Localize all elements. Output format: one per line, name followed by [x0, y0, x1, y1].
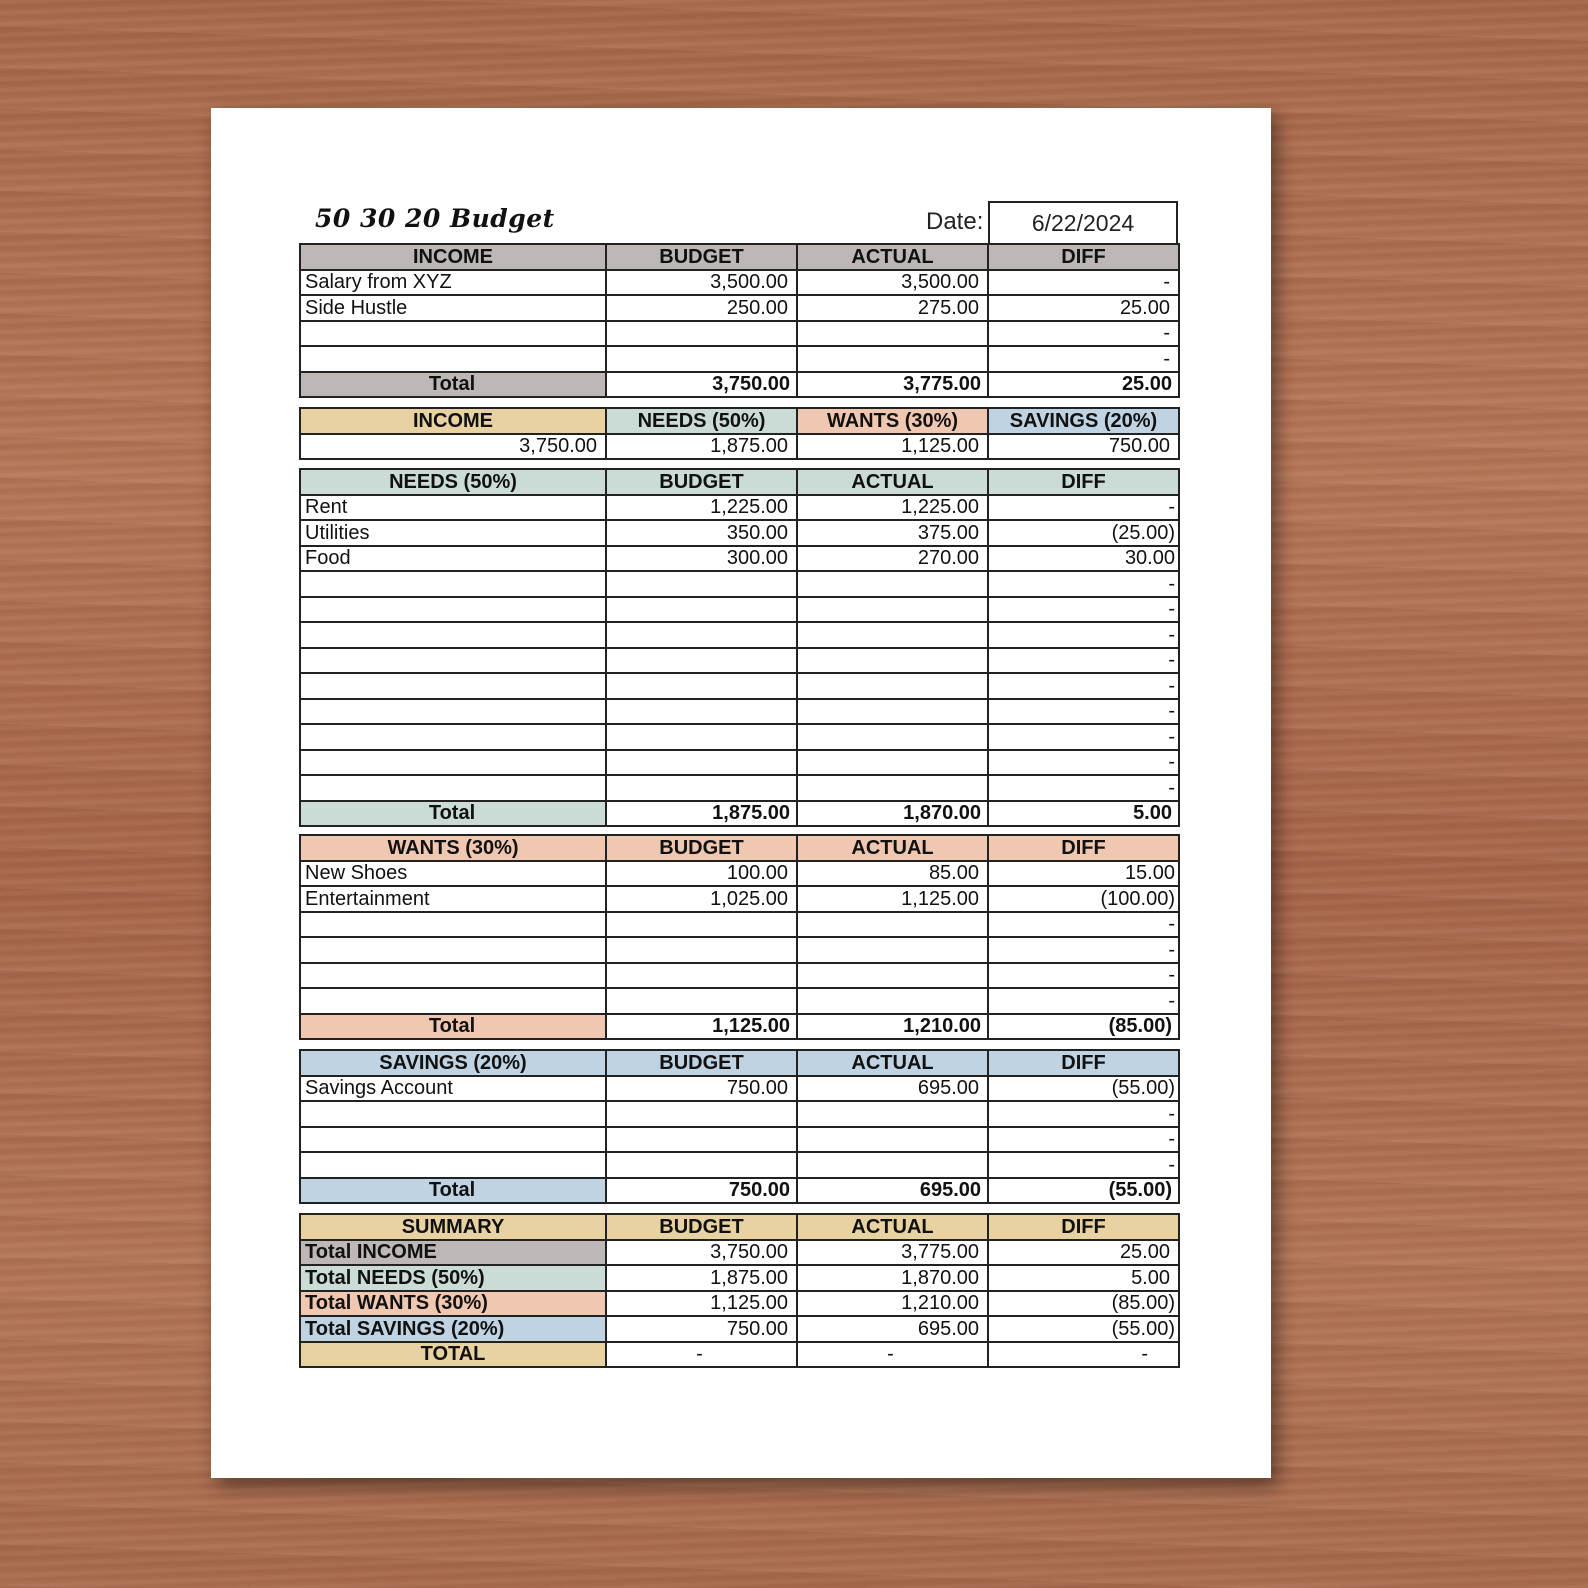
summary-header-label: SUMMARY	[300, 1214, 606, 1240]
savings-header-budget: BUDGET	[606, 1050, 797, 1076]
allocation-header-needs: NEEDS (50%)	[606, 408, 797, 434]
needs-diff-cell: -	[988, 750, 1179, 776]
needs-label-cell[interactable]	[300, 775, 606, 801]
needs-diff-cell: -	[988, 775, 1179, 801]
income-header-actual: ACTUAL	[797, 244, 988, 270]
savings-actual-cell[interactable]	[797, 1152, 988, 1178]
needs-diff-cell: -	[988, 724, 1179, 750]
savings-budget-cell[interactable]	[606, 1127, 797, 1153]
needs-diff-cell: -	[988, 622, 1179, 648]
summary-total-label: TOTAL	[300, 1342, 606, 1368]
allocation-header-income: INCOME	[300, 408, 606, 434]
wants-diff-cell: (100.00)	[988, 886, 1179, 912]
allocation-table	[299, 407, 1180, 460]
needs-budget-cell[interactable]	[606, 775, 797, 801]
needs-header-row	[300, 469, 1179, 495]
wants-actual-cell[interactable]	[797, 988, 988, 1014]
allocation-savings-value: 750.00	[988, 434, 1179, 460]
page-title: 50 30 20 Budget	[315, 204, 555, 233]
table-row	[300, 1316, 1179, 1342]
needs-label-cell[interactable]: Rent	[300, 495, 606, 521]
wants-diff-cell: 15.00	[988, 861, 1179, 887]
needs-actual-cell[interactable]	[797, 750, 988, 776]
date-field[interactable]: 6/22/2024	[988, 201, 1178, 245]
needs-label-cell[interactable]	[300, 699, 606, 725]
summary-total-row	[300, 1342, 1179, 1368]
needs-label-cell[interactable]: Utilities	[300, 520, 606, 546]
needs-budget-cell[interactable]	[606, 597, 797, 623]
table-row	[300, 321, 1179, 347]
wants-total-label: Total	[300, 1014, 606, 1040]
wants-header-diff: DIFF	[988, 835, 1179, 861]
summary-budget-cell: 750.00	[606, 1316, 797, 1342]
needs-header-label: NEEDS (50%)	[300, 469, 606, 495]
wants-label-cell[interactable]	[300, 963, 606, 989]
summary-actual-cell: 3,775.00	[797, 1240, 988, 1266]
table-row	[300, 724, 1179, 750]
savings-total-label: Total	[300, 1178, 606, 1204]
wants-budget-cell[interactable]	[606, 912, 797, 938]
needs-header-budget: BUDGET	[606, 469, 797, 495]
table-row	[300, 988, 1179, 1014]
needs-actual-cell[interactable]	[797, 673, 988, 699]
savings-budget-cell[interactable]: 750.00	[606, 1076, 797, 1102]
allocation-income-value: 3,750.00	[300, 434, 606, 460]
allocation-wants-value: 1,125.00	[797, 434, 988, 460]
income-budget-cell[interactable]: 250.00	[606, 295, 797, 321]
needs-budget-cell[interactable]	[606, 571, 797, 597]
savings-label-cell[interactable]	[300, 1152, 606, 1178]
table-row	[300, 963, 1179, 989]
table-row	[300, 775, 1179, 801]
savings-header-row	[300, 1050, 1179, 1076]
summary-budget-cell: 1,125.00	[606, 1291, 797, 1317]
wants-budget-cell[interactable]	[606, 937, 797, 963]
needs-budget-cell[interactable]: 350.00	[606, 520, 797, 546]
table-row	[300, 861, 1179, 887]
wants-budget-cell[interactable]: 100.00	[606, 861, 797, 887]
income-diff-cell: -	[988, 346, 1179, 372]
summary-total-budget: -	[606, 1342, 797, 1368]
income-diff-cell: -	[988, 321, 1179, 347]
wants-budget-cell[interactable]: 1,025.00	[606, 886, 797, 912]
needs-budget-cell[interactable]: 300.00	[606, 546, 797, 572]
summary-header-actual: ACTUAL	[797, 1214, 988, 1240]
needs-actual-cell[interactable]	[797, 622, 988, 648]
summary-actual-cell: 1,870.00	[797, 1265, 988, 1291]
needs-label-cell[interactable]	[300, 724, 606, 750]
wants-label-cell[interactable]	[300, 912, 606, 938]
wants-budget-cell[interactable]	[606, 963, 797, 989]
needs-actual-cell[interactable]	[797, 648, 988, 674]
table-row	[300, 346, 1179, 372]
needs-label-cell[interactable]: Food	[300, 546, 606, 572]
wants-label-cell[interactable]	[300, 988, 606, 1014]
summary-income-label: Total INCOME	[300, 1240, 606, 1266]
savings-total-row	[300, 1178, 1179, 1204]
needs-total-diff: 5.00	[988, 801, 1179, 827]
needs-diff-cell: -	[988, 597, 1179, 623]
needs-label-cell[interactable]	[300, 571, 606, 597]
table-row	[300, 1240, 1179, 1266]
needs-diff-cell: 30.00	[988, 546, 1179, 572]
savings-diff-cell: -	[988, 1152, 1179, 1178]
needs-actual-cell[interactable]	[797, 724, 988, 750]
allocation-header-wants: WANTS (30%)	[797, 408, 988, 434]
needs-actual-cell[interactable]	[797, 775, 988, 801]
summary-header-budget: BUDGET	[606, 1214, 797, 1240]
savings-diff-cell: -	[988, 1127, 1179, 1153]
table-row	[300, 1291, 1179, 1317]
table-row	[300, 1076, 1179, 1102]
table-row	[300, 295, 1179, 321]
wants-total-diff: (85.00)	[988, 1014, 1179, 1040]
table-row	[300, 1101, 1179, 1127]
needs-actual-cell[interactable]	[797, 597, 988, 623]
needs-diff-cell: -	[988, 699, 1179, 725]
summary-diff-cell: 5.00	[988, 1265, 1179, 1291]
wants-label-cell[interactable]: Entertainment	[300, 886, 606, 912]
needs-label-cell[interactable]	[300, 622, 606, 648]
table-row	[300, 622, 1179, 648]
savings-total-diff: (55.00)	[988, 1178, 1179, 1204]
savings-table	[299, 1049, 1180, 1204]
table-row	[300, 1152, 1179, 1178]
wants-total-actual: 1,210.00	[797, 1014, 988, 1040]
table-row	[300, 520, 1179, 546]
income-total-actual: 3,775.00	[797, 372, 988, 398]
summary-budget-cell: 3,750.00	[606, 1240, 797, 1266]
wants-actual-cell[interactable]	[797, 912, 988, 938]
income-label-cell[interactable]	[300, 321, 606, 347]
income-label-cell[interactable]: Side Hustle	[300, 295, 606, 321]
needs-label-cell[interactable]	[300, 597, 606, 623]
summary-total-diff: -	[988, 1342, 1179, 1368]
needs-total-label: Total	[300, 801, 606, 827]
summary-savings-label: Total SAVINGS (20%)	[300, 1316, 606, 1342]
wants-actual-cell[interactable]: 85.00	[797, 861, 988, 887]
needs-header-actual: ACTUAL	[797, 469, 988, 495]
wants-total-budget: 1,125.00	[606, 1014, 797, 1040]
savings-label-cell[interactable]: Savings Account	[300, 1076, 606, 1102]
table-row	[300, 886, 1179, 912]
summary-actual-cell: 1,210.00	[797, 1291, 988, 1317]
needs-budget-cell[interactable]	[606, 648, 797, 674]
wants-table	[299, 834, 1180, 1040]
needs-budget-cell[interactable]: 1,225.00	[606, 495, 797, 521]
table-row	[300, 571, 1179, 597]
needs-diff-cell: (25.00)	[988, 520, 1179, 546]
savings-diff-cell: -	[988, 1101, 1179, 1127]
wants-budget-cell[interactable]	[606, 988, 797, 1014]
income-budget-cell[interactable]	[606, 321, 797, 347]
income-actual-cell[interactable]: 275.00	[797, 295, 988, 321]
savings-actual-cell[interactable]	[797, 1101, 988, 1127]
wants-total-row	[300, 1014, 1179, 1040]
wants-header-row	[300, 835, 1179, 861]
allocation-header-row	[300, 408, 1179, 434]
wants-header-label: WANTS (30%)	[300, 835, 606, 861]
needs-total-budget: 1,875.00	[606, 801, 797, 827]
summary-diff-cell: 25.00	[988, 1240, 1179, 1266]
needs-actual-cell[interactable]: 375.00	[797, 520, 988, 546]
income-table	[299, 243, 1180, 398]
needs-diff-cell: -	[988, 648, 1179, 674]
needs-label-cell[interactable]	[300, 673, 606, 699]
income-total-row	[300, 372, 1179, 398]
income-total-budget: 3,750.00	[606, 372, 797, 398]
summary-header-diff: DIFF	[988, 1214, 1179, 1240]
wants-label-cell[interactable]	[300, 937, 606, 963]
income-diff-cell: -	[988, 270, 1179, 296]
wants-diff-cell: -	[988, 988, 1179, 1014]
wants-diff-cell: -	[988, 937, 1179, 963]
wants-diff-cell: -	[988, 963, 1179, 989]
needs-total-row	[300, 801, 1179, 827]
table-row	[300, 495, 1179, 521]
table-row	[300, 937, 1179, 963]
savings-actual-cell[interactable]: 695.00	[797, 1076, 988, 1102]
wants-label-cell[interactable]: New Shoes	[300, 861, 606, 887]
needs-budget-cell[interactable]	[606, 724, 797, 750]
savings-header-actual: ACTUAL	[797, 1050, 988, 1076]
table-row	[300, 597, 1179, 623]
savings-total-actual: 695.00	[797, 1178, 988, 1204]
savings-budget-cell[interactable]	[606, 1101, 797, 1127]
wants-diff-cell: -	[988, 912, 1179, 938]
summary-wants-label: Total WANTS (30%)	[300, 1291, 606, 1317]
needs-actual-cell[interactable]: 270.00	[797, 546, 988, 572]
table-row	[300, 648, 1179, 674]
allocation-header-savings: SAVINGS (20%)	[988, 408, 1179, 434]
needs-actual-cell[interactable]: 1,225.00	[797, 495, 988, 521]
wants-header-budget: BUDGET	[606, 835, 797, 861]
savings-actual-cell[interactable]	[797, 1127, 988, 1153]
needs-total-actual: 1,870.00	[797, 801, 988, 827]
summary-table	[299, 1213, 1180, 1368]
table-row	[300, 912, 1179, 938]
summary-total-actual: -	[797, 1342, 988, 1368]
needs-label-cell[interactable]	[300, 750, 606, 776]
needs-table	[299, 468, 1180, 827]
income-label-cell[interactable]: Salary from XYZ	[300, 270, 606, 296]
income-total-label: Total	[300, 372, 606, 398]
income-budget-cell[interactable]	[606, 346, 797, 372]
needs-budget-cell[interactable]	[606, 673, 797, 699]
wants-actual-cell[interactable]	[797, 937, 988, 963]
savings-total-budget: 750.00	[606, 1178, 797, 1204]
needs-header-diff: DIFF	[988, 469, 1179, 495]
needs-budget-cell[interactable]	[606, 750, 797, 776]
income-actual-cell[interactable]: 3,500.00	[797, 270, 988, 296]
income-label-cell[interactable]	[300, 346, 606, 372]
table-row	[300, 270, 1179, 296]
income-header-budget: BUDGET	[606, 244, 797, 270]
needs-budget-cell[interactable]	[606, 699, 797, 725]
summary-diff-cell: (85.00)	[988, 1291, 1179, 1317]
income-header-row	[300, 244, 1179, 270]
table-row	[300, 699, 1179, 725]
table-row	[300, 546, 1179, 572]
table-row	[300, 1265, 1179, 1291]
needs-diff-cell: -	[988, 495, 1179, 521]
table-row	[300, 673, 1179, 699]
income-header-diff: DIFF	[988, 244, 1179, 270]
summary-header-row	[300, 1214, 1179, 1240]
needs-actual-cell[interactable]	[797, 699, 988, 725]
wants-header-actual: ACTUAL	[797, 835, 988, 861]
summary-budget-cell: 1,875.00	[606, 1265, 797, 1291]
allocation-needs-value: 1,875.00	[606, 434, 797, 460]
needs-diff-cell: -	[988, 571, 1179, 597]
savings-header-diff: DIFF	[988, 1050, 1179, 1076]
table-row	[300, 750, 1179, 776]
income-diff-cell: 25.00	[988, 295, 1179, 321]
income-budget-cell[interactable]: 3,500.00	[606, 270, 797, 296]
savings-label-cell[interactable]	[300, 1101, 606, 1127]
income-actual-cell[interactable]	[797, 346, 988, 372]
summary-actual-cell: 695.00	[797, 1316, 988, 1342]
needs-budget-cell[interactable]	[606, 622, 797, 648]
savings-budget-cell[interactable]	[606, 1152, 797, 1178]
needs-diff-cell: -	[988, 673, 1179, 699]
needs-actual-cell[interactable]	[797, 571, 988, 597]
budget-sheet	[211, 108, 1271, 1478]
savings-diff-cell: (55.00)	[988, 1076, 1179, 1102]
date-label: Date:	[926, 208, 984, 235]
income-actual-cell[interactable]	[797, 321, 988, 347]
wants-actual-cell[interactable]: 1,125.00	[797, 886, 988, 912]
summary-needs-label: Total NEEDS (50%)	[300, 1265, 606, 1291]
income-total-diff: 25.00	[988, 372, 1179, 398]
savings-label-cell[interactable]	[300, 1127, 606, 1153]
needs-label-cell[interactable]	[300, 648, 606, 674]
wants-actual-cell[interactable]	[797, 963, 988, 989]
allocation-values-row	[300, 434, 1179, 460]
income-header-label: INCOME	[300, 244, 606, 270]
table-row	[300, 1127, 1179, 1153]
savings-header-label: SAVINGS (20%)	[300, 1050, 606, 1076]
summary-diff-cell: (55.00)	[988, 1316, 1179, 1342]
